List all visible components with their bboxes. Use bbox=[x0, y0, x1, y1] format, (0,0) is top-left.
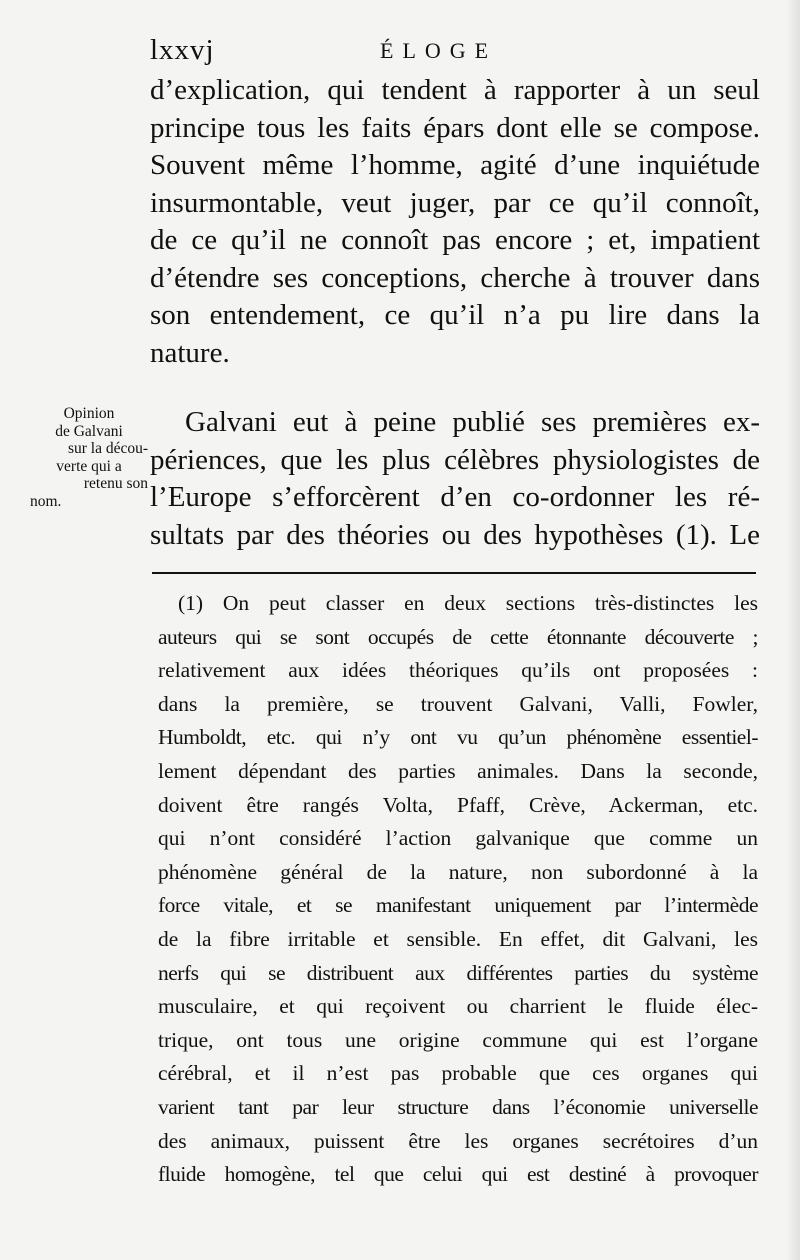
footnote bbox=[158, 587, 758, 1192]
footnote-line: trique, ont tous une origine commune qui est l’organe bbox=[158, 1027, 758, 1052]
page-number: lxxvj bbox=[150, 34, 215, 66]
text-line: Galvani eut à peine publié ses premières ex- bbox=[185, 406, 760, 438]
marginal-note-line: sur la décou- bbox=[67, 440, 148, 457]
footnote-line: phénomène général de la nature, non subordonné à la bbox=[158, 859, 758, 884]
text-line: l’Europe s’efforcèrent d’en co-ordonner les ré- bbox=[150, 481, 760, 513]
text-line: son entendement, ce qu’il n’a pu lire dans la bbox=[150, 299, 760, 331]
marginal-note-line: de Galvani bbox=[55, 422, 123, 440]
paragraph-2 bbox=[150, 404, 760, 554]
text-line: d’explication, qui tendent à rapporter à un seul bbox=[150, 74, 760, 106]
text-line: sultats par des théories ou des hypothèses (1). Le bbox=[150, 518, 760, 551]
page-edge-shadow bbox=[786, 0, 800, 1260]
marginal-note-line: Opinion bbox=[63, 405, 115, 422]
footnote-line: force vitale, et se manifestant uniquement par l’intermède bbox=[158, 893, 758, 918]
running-title: ÉLOGE bbox=[380, 38, 498, 63]
text-line: Souvent même l’homme, agité d’une inquiétude bbox=[150, 149, 760, 181]
footnote-line: doivent être rangés Volta, Pfaff, Crève, Ackerman, etc. bbox=[158, 792, 758, 817]
text-line: principe tous les faits épars dont elle se compose. bbox=[150, 111, 760, 144]
text-line: nature. bbox=[150, 336, 230, 369]
footnote-line: qui n’ont considéré l’action galvanique que comme un bbox=[158, 826, 758, 851]
text-line: insurmontable, veut juger, par ce qu’il connoît, bbox=[150, 186, 760, 219]
marginal-note-line: verte qui a bbox=[56, 457, 122, 475]
paragraph-1 bbox=[150, 72, 760, 372]
marginal-note-line: retenu son bbox=[83, 475, 148, 492]
running-header bbox=[150, 34, 760, 70]
footnote-line: relativement aux idées théoriques qu’ils ont proposées : bbox=[158, 658, 758, 683]
footnote-line: lement dépendant des parties animales. Dans la seconde, bbox=[158, 758, 758, 783]
footnote-line: cérébral, et il n’est pas probable que ces organes qui bbox=[158, 1061, 758, 1086]
marginal-note-line: nom. bbox=[30, 492, 62, 510]
footnote-line: fluide homogène, tel que celui qui est destiné à provoquer bbox=[158, 1162, 758, 1187]
footnote-line: (1) On peut classer en deux sections très-distinctes les bbox=[178, 591, 758, 615]
footnote-line: varient tant par leur structure dans l’économie universelle bbox=[158, 1094, 758, 1119]
footnote-separator-rule bbox=[152, 572, 756, 574]
footnote-line: dans la première, se trouvent Galvani, Valli, Fowler, bbox=[158, 691, 758, 716]
footnote-line: de la fibre irritable et sensible. En effet, dit Galvani, les bbox=[158, 926, 758, 951]
footnote-line: des animaux, puissent être les organes secrétoires d’un bbox=[158, 1128, 758, 1153]
marginal-note bbox=[30, 405, 148, 510]
text-line: de ce qu’il ne connoît pas encore ; et, impatient bbox=[150, 224, 760, 256]
footnote-line: musculaire, et qui reçoivent ou charrient le fluide élec- bbox=[158, 994, 758, 1019]
text-line: d’étendre ses conceptions, cherche à trouver dans bbox=[150, 261, 760, 294]
footnote-line: auteurs qui se sont occupés de cette étonnante découverte ; bbox=[158, 624, 758, 649]
footnote-line: Humboldt, etc. qui n’y ont vu qu’un phénomène essentiel- bbox=[158, 725, 758, 750]
footnote-line: nerfs qui se distribuent aux différentes parties du système bbox=[158, 960, 758, 985]
text-line: périences, que les plus célèbres physiologistes de bbox=[150, 443, 760, 476]
